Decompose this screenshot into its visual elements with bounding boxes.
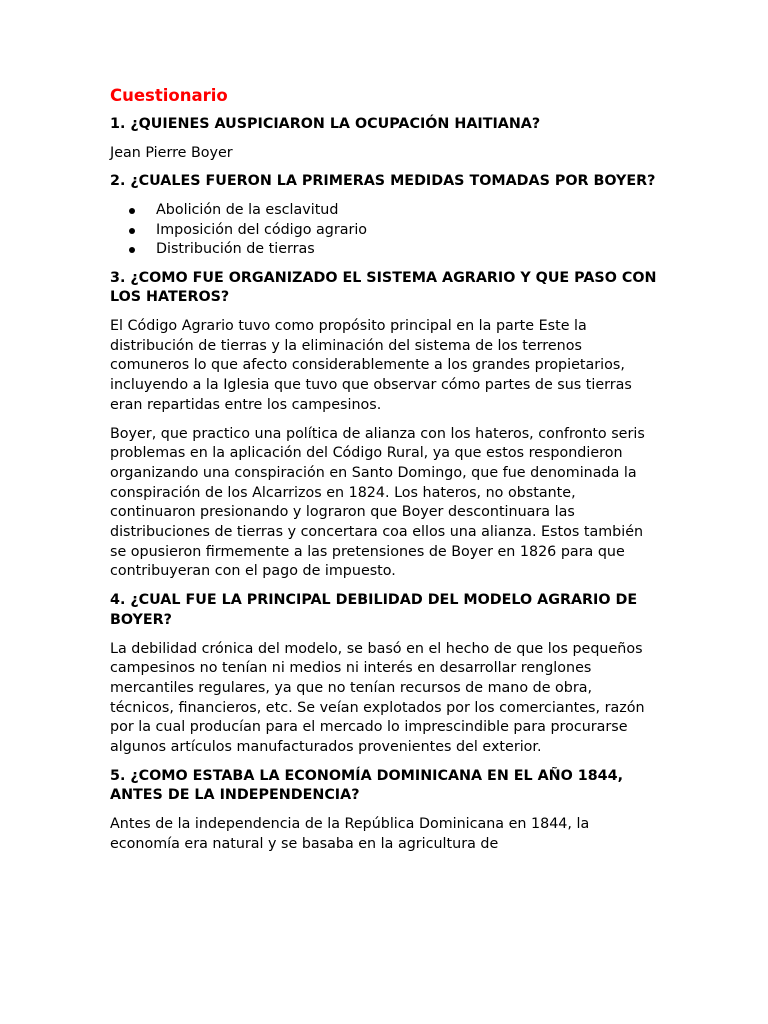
- answer-4: La debilidad crónica del modelo, se basó en el hecho de que los pequeños campesinos no tenían ni medios ni interés en desarrollar renglones mercantiles regulares, ya que no tenían recursos de mano de obra, técnicos, financieros, etc. Se veían explotados por los comerciantes, razón por la cual producían para el mercado lo imprescindible para procurarse algunos artículos manufacturados provenientes del exterior.: [110, 640, 645, 756]
- answer-3-paragraph-1: El Código Agrario tuvo como propósito principal en la parte Este la distribución de tierras y la eliminación del sistema de los terrenos comuneros lo que afecto considerablemente a los grandes propietarios, incluyendo a la Iglesia que tuvo que observar cómo partes de sus tierras eran repartidas entre los campesinos.: [110, 318, 632, 413]
- list-item-text: Distribución de tierras: [156, 241, 315, 258]
- answer-2-list: [110, 201, 658, 260]
- question-4: 4. ¿CUAL FUE LA PRINCIPAL DEBILIDAD DEL MODELO AGRARIO DE BOYER?: [110, 592, 638, 628]
- question-1: 1. ¿QUIENES AUSPICIARON LA OCUPACIÓN HAITIANA?: [110, 116, 541, 132]
- bullet-icon: [129, 208, 135, 214]
- list-item: [110, 221, 658, 241]
- list-item-text: Abolición de la esclavitud: [156, 202, 339, 219]
- bullet-icon: [129, 228, 135, 234]
- bullet-icon: [129, 247, 135, 253]
- document-content: [110, 84, 658, 864]
- question-3: 3. ¿COMO FUE ORGANIZADO EL SISTEMA AGRARIO Y QUE PASO CON LOS HATEROS?: [110, 269, 657, 306]
- answer-3-paragraph-2: Boyer, que practico una política de alianza con los hateros, confronto seris problemas en la aplicación del Código Rural, ya que estos respondieron organizando una conspiración en Santo Domingo, que fue denominada la conspiración de los Alcarrizos en 1824. Los hateros, no obstante, continuaron presionando y lograron que Boyer descontinuara las distribuciones de tierras y concertara coa ellos una alianza. Estos también se opusieron firmemente a las pretensiones de Boyer en 1826 para que contribuyeran con el pago de impuesto.: [110, 425, 645, 580]
- list-item: [110, 201, 658, 221]
- document-title: Cuestionario: [110, 86, 228, 105]
- answer-1: Jean Pierre Boyer: [110, 144, 233, 161]
- answer-5: Antes de la independencia de la República Dominicana en 1844, la economía era natural y se basaba en la agricultura de: [110, 816, 590, 852]
- question-2: 2. ¿CUALES FUERON LA PRIMERAS MEDIDAS TOMADAS POR BOYER?: [110, 173, 656, 190]
- question-5: 5. ¿COMO ESTABA LA ECONOMÍA DOMINICANA EN EL AÑO 1844, ANTES DE LA INDEPENDENCIA?: [110, 767, 623, 804]
- list-item: [110, 240, 658, 260]
- list-item-text: Imposición del código agrario: [156, 221, 368, 238]
